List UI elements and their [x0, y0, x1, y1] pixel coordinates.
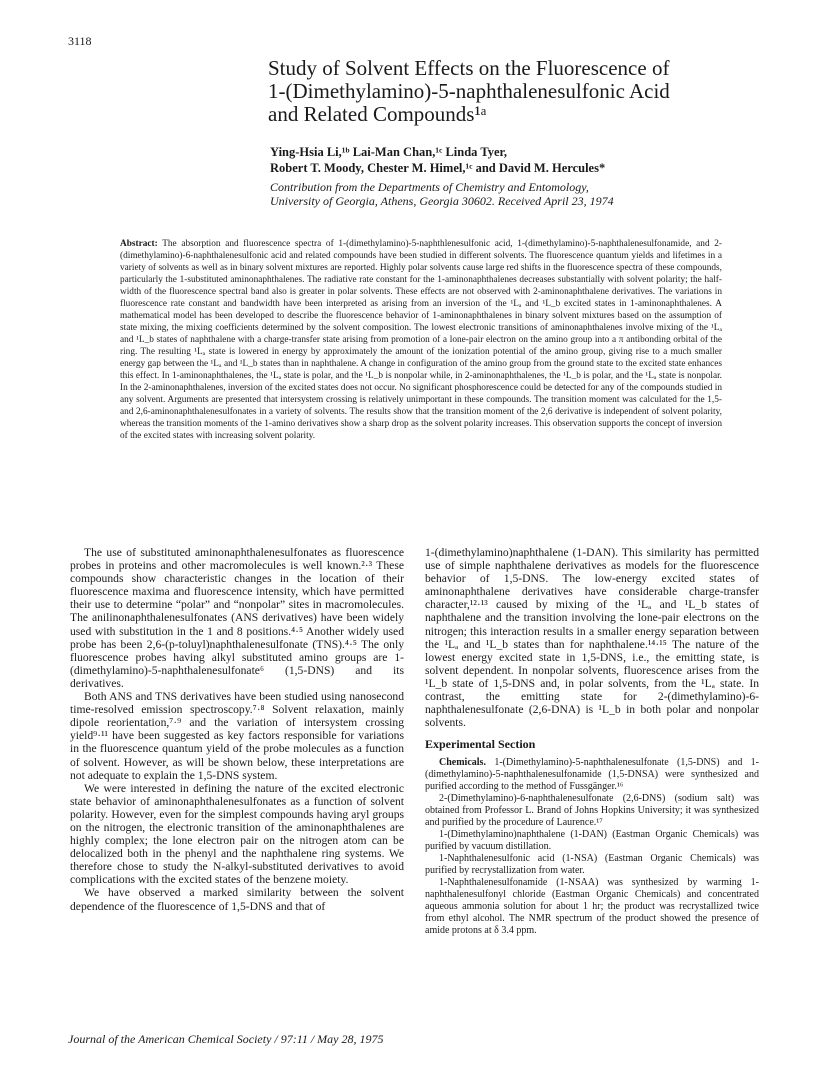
affiliation [270, 180, 790, 208]
body-paragraph: 1-(dimethylamino)naphthalene (1-DAN). This similarity has permitted use of simple naphthalene derivatives as models for the fluorescence behavior of 1,5-DNS. The low-energy excited states of aminonaphthalene derivatives have considerable charge-transfer character,¹²·¹³ caused by mixing of the ¹Lₐ and ¹L_b states of naphthalene and the transition involving the lone-pair electrons on the nitrogen; this interaction results in a smaller energy separation between the ¹Lₐ and ¹L_b states than for naphthalene.¹⁴·¹⁵ The nature of the lowest energy excited state in 1,5-DNS, i.e., the emitting state, is solvent dependent. In nonpolar solvents, fluorescence arises from the ¹L_b state of 1,5-DNS and, in polar solvents, from the ¹Lₐ state. In contrast, the emitting state for 2-(dimethylamino)-6-naphthalenesulfonate (2,6-DNA) is ¹L_b in both polar and nonpolar solvents. [425, 546, 759, 730]
abstract-label: Abstract: [120, 239, 158, 249]
right-column [425, 546, 759, 937]
body-paragraph: We were interested in defining the nature of the excited electronic state behavior of aminonaphthalenesulfonates as a function of solvent polarity. However, even for the simplest compounds having aryl groups on the nitrogen, the electronic transition of the aminonaphthalenes are highly complex; the lone electron pair on the nitrogen atom can be delocalized both in the phenyl and the naphthalene ring systems. We therefore chose to study the N-alkyl-substituted derivatives to avoid complications with the excited states of the benzene moiety. [70, 781, 404, 887]
experimental-paragraph: 1-Naphthalenesulfonamide (1-NSAA) was synthesized by warming 1-naphthalenesulfonyl chloride (Eastman Organic Chemicals) and concentrated aqueous ammonia solution for about 1 hr; the product was recrystallized twice from ethyl alcohol. The NMR spectrum of the product showed the presence of amide protons at δ 3.4 ppm. [425, 877, 759, 937]
title-line: and Related Compounds¹ᵃ [268, 102, 487, 126]
experimental-paragraph: 1-Naphthalenesulfonic acid (1-NSA) (Eastman Organic Chemicals) was purified by recrystallization from water. [425, 853, 759, 877]
journal-footer: Journal of the American Chemical Society / 97:11 / May 28, 1975 [68, 1032, 384, 1046]
paragraph-text: 1-(Dimethylamino)-5-naphthalenesulfonate (1,5-DNS) and 1-(dimethylamino)-5-naphthalenesulfonamide (1,5-DNSA) were synthesized and purified according to the method of Fussgänger.¹⁶ [425, 757, 760, 793]
abstract [120, 238, 722, 442]
abstract-text: The absorption and fluorescence spectra of 1-(dimethylamino)-5-naphthlenesulfonic acid, 1-(dimethylamino)-5-naphthalenesulfonamide, and 2-(dimethylamino)-6-naphthalenesulfonic acid and related compounds have been studied in different solvents. The fluorescence quantum yields and lifetimes in a variety of solvents as well as in binary solvent mixtures are reported. Highly polar solvents cause large red shifts in the fluorescence spectra of these compounds, particularly the 1-substituted aminonaphthalenes. The radiative rate constant for the 1-aminonaphthalenes decreases substantially with solvent polarity; the half-width of the fluorescence spectral band also is greater in polar solvents. These effects are not observed with 2-aminonaphthalene derivatives. The variations in fluorescence rate constant and bandwidth have been interpreted as arising from an inversion of the ¹Lₐ and ¹L_b excited states in 1-aminonaphthalenes. A mathematical model has been developed to describe the fluorescence behavior of 1-aminonaphthalenes in binary solvent mixtures based on the assumption of state mixing, the mixing coefficients determined by the solvent composition. The lowest electronic transitions of aminonaphthalenes involve mixing of the ¹Lₐ and ¹L_b states of naphthalene with a charge-transfer state arising from promotion of a lone-pair electron on the amino group into a π antibonding orbital of the ring. The resulting ¹Lₐ state is lowered in energy by approximately the amount of the ionization potential of the amino group, giving rise to a much smaller energy gap between the ¹Lₐ and ¹L_b states than in naphthalene. A change in configuration of the amino group from the ground state to the excited state enhances this effect. In 1-aminonaphthalenes, the ¹Lₐ state is polar, and the ¹L_b is nonpolar while, in 2-aminonaphthalenes, the ¹L_b is polar, and the ¹Lₐ state is nonpolar. In the 2-aminonaphthalenes, inversion of the excited states does not occur. No significant phosphorescence could be detected for any of the compounds studied in any solvent. Arguments are presented that intersystem crossing is relatively unimportant in these compounds. The transition moment was calculated for the 1,5- and 2,6-aminonaphthalenesulfonates in a variety of solvents. The results show that the transition moment of the 2,6 derivative is independent of solvent polarity, whereas the transition moments of the 1-amino derivatives show a sharp drop as the solvent polarity increases. This observation supports the concept of inversion of the excited states with increasing solvent polarity. [120, 239, 723, 441]
title-line: Study of Solvent Effects on the Fluorescence of [268, 56, 670, 80]
body-paragraph: We have observed a marked similarity between the solvent dependence of the fluorescence of 1,5-DNS and that of [70, 886, 404, 913]
body-paragraph: The use of substituted aminonaphthalenesulfonates as fluorescence probes in proteins and other macromolecules is well known.²·³ These compounds show characteristic changes in the location of their fluorescence maxima and fluorescence intensity, which have permitted their use to determine “polar” and “nonpolar” sites in macromolecules. The anilinonaphthalenesulfonates (ANS derivatives) have been widely used with substitution in the 1 and 8 positions.⁴·⁵ Another widely used probe has been 2,6-(p-toluyl)naphthalenesulfonate (TNS).⁴·⁵ The only fluorescence probes having alkyl substituted amino groups are 1-(dimethylamino)-5-naphthalenesulfonate⁶ (1,5-DNS) and its derivatives. [70, 546, 404, 690]
experimental-paragraph [425, 757, 759, 793]
experimental-paragraph: 2-(Dimethylamino)-6-naphthalenesulfonate (2,6-DNS) (sodium salt) was obtained from Professor L. Brand of Johns Hopkins University; it was synthesized and purified by the procedure of Laurence.¹⁷ [425, 793, 759, 829]
article-title [268, 57, 788, 126]
authors-line: Ying-Hsia Li,¹ᵇ Lai-Man Chan,¹ᶜ Linda Tyer, [270, 145, 508, 159]
affiliation-line: Contribution from the Departments of Chemistry and Entomology, [270, 180, 589, 194]
page-number: 3118 [68, 34, 92, 48]
experimental-section [425, 757, 759, 937]
authors-line: Robert T. Moody, Chester M. Himel,¹ᶜ and David M. Hercules* [270, 160, 606, 175]
authors [270, 145, 790, 176]
runin-heading: Chemicals. [439, 757, 486, 769]
title-line: 1-(Dimethylamino)-5-naphthalenesulfonic Acid [268, 79, 670, 103]
body-paragraph: Both ANS and TNS derivatives have been studied using nanosecond time-resolved emission spectroscopy.⁷·⁸ Solvent relaxation, mainly dipole reorientation,⁷·⁹ and the variation of intersystem crossing yield⁹·¹¹ have been suggested as key factors responsible for variations in the fluorescence quantum yield of the probe molecules as a function of solvent. However, as will be shown below, these interpretations are not adequate to explain the 1,5-DNS system. [70, 690, 404, 782]
affiliation-line: University of Georgia, Athens, Georgia 30602. Received April 23, 1974 [270, 194, 614, 208]
left-column [70, 546, 404, 913]
experimental-paragraph: 1-(Dimethylamino)naphthalene (1-DAN) (Eastman Organic Chemicals) was purified by vacuum distillation. [425, 829, 759, 853]
section-heading: Experimental Section [425, 737, 536, 752]
